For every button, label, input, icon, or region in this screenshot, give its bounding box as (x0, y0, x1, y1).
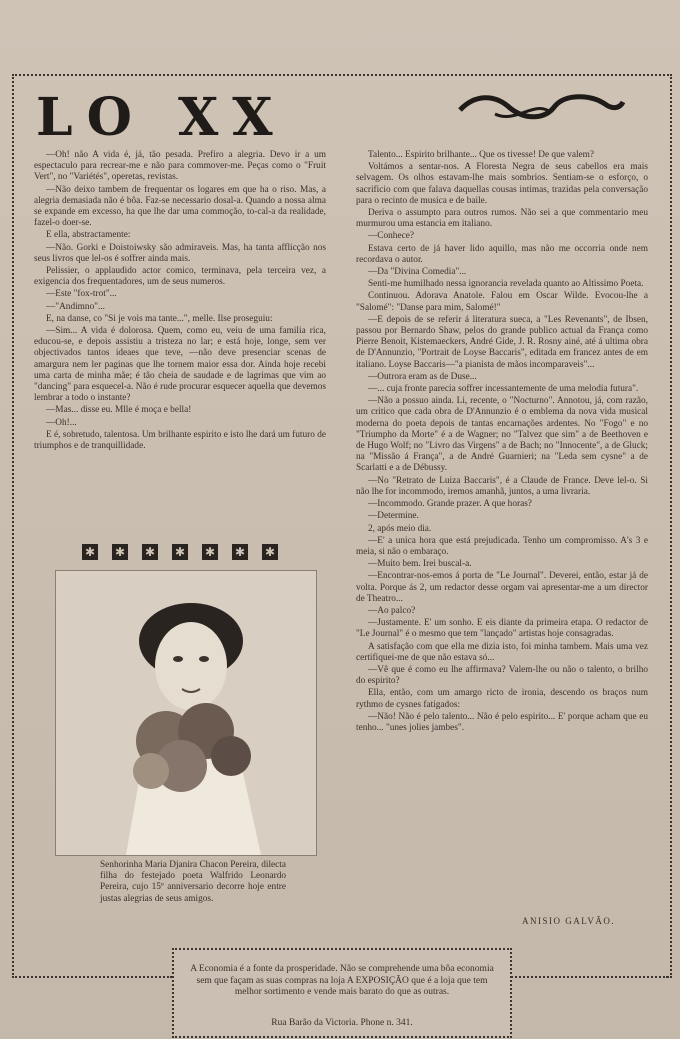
page-title: LO XX (36, 87, 287, 148)
advertisement-address: Rua Barão da Victoria. Phone n. 341. (271, 1018, 413, 1028)
paragraph: Deriva o assumpto para outros rumos. Não sei a que commentario meu murmurou uma estancia em italiano. (356, 208, 648, 230)
star-icon: ✱ (142, 544, 158, 560)
paragraph: A satisfação com que ella me dizia isto, foi minha tambem. Mais uma vez certifiquei-me de que não estava só... (356, 641, 648, 663)
paragraph: —Ao palco? (368, 605, 416, 616)
star-icon: ✱ (262, 544, 278, 560)
flourish-ornament (455, 90, 625, 124)
paragraph: Estava certo de já haver lido aquillo, mas não me occorria onde nem recordava o autor. (356, 243, 648, 265)
paragraph: —Sim... A vida é dolorosa. Quem, como eu, veiu de uma familia rica, educou-se, e depois assistiu a tristeza no lar; e está hoje, longe, sem ver objectivados tantos ideaes que teve, —não deve presenciar scenas de amargura nem ler paginas que lhe tornem maior essa dor. Ainda hoje recebi uma carta de minha mãe; é tão cheia de saudade e de lagrimas que vim ao "dancing" para esquecel-a. Não é rude procurar esquecer aquella que devemos lembrar a todo o instante? (34, 326, 326, 404)
paragraph: —E' a unica hora que está prejudicada. Tenho um compromisso. A's 3 e meia, si não o embaraço. (356, 535, 648, 557)
paragraph: —Outrora eram as de Duse... (368, 371, 477, 382)
paragraph: 2, após meio dia. (368, 523, 432, 534)
star-icon: ✱ (232, 544, 248, 560)
article-column-left (34, 150, 326, 453)
divider-rule (508, 976, 668, 978)
star-icon: ✱ (172, 544, 188, 560)
paragraph: Continuou. Adorava Anatole. Falou em Oscar Wilde. Evocou-lhe a "Salomé": "Danse para mim, Salomé!" (356, 291, 648, 313)
paragraph: —Oh!... (46, 417, 77, 428)
paragraph: —Justamente. E' um sonho. E eis diante da primeira etapa. O redactor de "Le Journal" é o mesmo que tem "lançado" artistas hoje consagradas. (356, 618, 648, 640)
photo-caption: Senhorinha Maria Djanira Chacon Pereira, dilecta filha do festejado poeta Walfrido Leonardo Pereira, cujo 15º anniversario decorre hoje entre justas alegrias de seus amigos. (100, 860, 286, 904)
paragraph: E é, sobretudo, talentosa. Um brilhante espirito e isto lhe dará um futuro de triumphos e de tranquillidade. (34, 429, 326, 452)
article-column-right (356, 150, 648, 735)
paragraph: Senti-me humilhado nessa ignorancia revelada quanto ao Altissimo Poeta. (368, 279, 644, 290)
star-icon: ✱ (112, 544, 128, 560)
paragraph: —Não deixo tambem de frequentar os logares em que ha o riso. Mas, a alegria demasiada não é bôa. Faz-se necessario dosal-a. Quando a nossa alma se expande em excesso, ha que lhe dar uma commoção, to-cal-a da realidade, fazel-o doer-se. (34, 184, 326, 229)
paragraph: —Muito bem. Irei buscal-a. (368, 559, 472, 570)
paragraph: —"Andimno"... (46, 301, 105, 312)
paragraph: —Não! Não é pelo talento... Não é pelo espirito... E' porque acham que eu tenho... "unes jolies jambes". (356, 711, 648, 733)
paragraph: —Determine. (368, 511, 419, 522)
advertisement-text: A Economia é a fonte da prosperidade. Não se comprehende uma bôa economia sem que façam as suas compras na loja A EXPOSIÇÃO que é a loja que tem melhor sortimento e vende mais barato do que as outras. (190, 964, 494, 997)
paragraph: —... cuja fronte parecia soffrer incessantemente de uma melodia futura". (368, 384, 639, 395)
paragraph: Pelissier, o applaudido actor comico, terminava, pela terceira vez, a exigencia dos frequentadores, um de seus numeros. (34, 266, 326, 288)
paragraph: —E depois de se referir á literatura sueca, a "Les Revenants", de Ibsen, passou por Bernardo Shaw, pelos do grande publico actual da França como Pierre Benoit, Kistemaeckers, André Gide, J. R. Rosny ainé, até á ultima obra de D'Annunzio, "Portrait de Loyse Baccaris", editada em francez antes de em italiano. Loyse Baccaris—"a pianista de mãos incomparaveis"... (356, 314, 648, 370)
author-signature: ANISIO GALVÃO. (522, 916, 616, 926)
paragraph: —Mas... disse eu. Mlle é moça e bella! (46, 405, 192, 416)
paragraph: —Encontrar-nos-emos á porta de "Le Journal". Deverei, então, estar já de volta. Porque ás 2, um redactor desse orgam vai apresentar-me a um director de Theatro... (356, 571, 648, 604)
paragraph: —Este "fox-trot"... (46, 289, 117, 300)
paragraph: —Conhece? (368, 231, 414, 242)
portrait-photo (55, 570, 317, 856)
paragraph: —No "Retrato de Luiza Baccaris", é a Claude de France. Deve lel-o. Si não lhe for incommodo, iremos amanhã, juntos, a uma livraria. (356, 475, 648, 497)
paragraph: E ella, abstractamente: (46, 230, 131, 241)
paragraph: Ella, então, com um amargo ricto de ironia, descendo os braços num rythmo de cysnes fatigados: (356, 688, 648, 710)
paragraph: —Vê que é como eu lhe affirmava? Valem-lhe ou não o talento, o brilho do espirito? (356, 664, 648, 687)
star-icon: ✱ (82, 544, 98, 560)
paragraph: Voltámos a sentar-nos. A Floresta Negra de seus cabellos era mais selvagem. Os olhos estavam-lhe mais sombrios. Sentiam-se o esforço, o sacrificio com que falava daquellas cousas intimas, trazidas pela conversação para o recinto de musica e de baile. (356, 162, 648, 206)
paragraph: —Oh! não A vida é, já, tão pesada. Prefiro a alegria. Devo ir a um espectaculo para recrear-me e não para commover-me. Peças como o "Fruit Vert", no "Variétés", operetas, revistas. (34, 150, 326, 183)
star-icon: ✱ (202, 544, 218, 560)
divider-rule (12, 976, 172, 978)
paragraph: —Incommodo. Grande prazer. A que horas? (368, 499, 532, 510)
paragraph: E, na danse, co "Si je vois ma tante...", melle. Ilse proseguiu: (46, 313, 273, 324)
paragraph: Talento... Espirito brilhante... Que os tivesse! De que valem? (368, 150, 595, 160)
paragraph: —Não a possuo ainda. Li, recente, o "Nocturno". Annotou, já, com razão, um critico que cada obra de D'Annunzio é o emblema da nova vida musical moderna do poeta depois de tantas encarnações ardentes. No "Fogo" e no "Triumpho da Morte" é a de Wagner; no "Talvez que sim" a de Beethoven e de Hugo Wolf; no "Livro das Virgens" a de Bach; no "Innocente", a de Gluck; na "Missão á França", a de André Guarnieri; na "Leda sem cysne" a de Scarlatti e a de Débussy. (356, 396, 648, 474)
paragraph: —Da "Divina Comedia"... (368, 267, 467, 278)
star-divider (82, 544, 278, 560)
paragraph: —Não. Gorki e Doistoiwsky são admiraveis. Mas, ha tanta afflicção nos seus livros que lel-os é soffrer ainda mais. (34, 242, 326, 264)
